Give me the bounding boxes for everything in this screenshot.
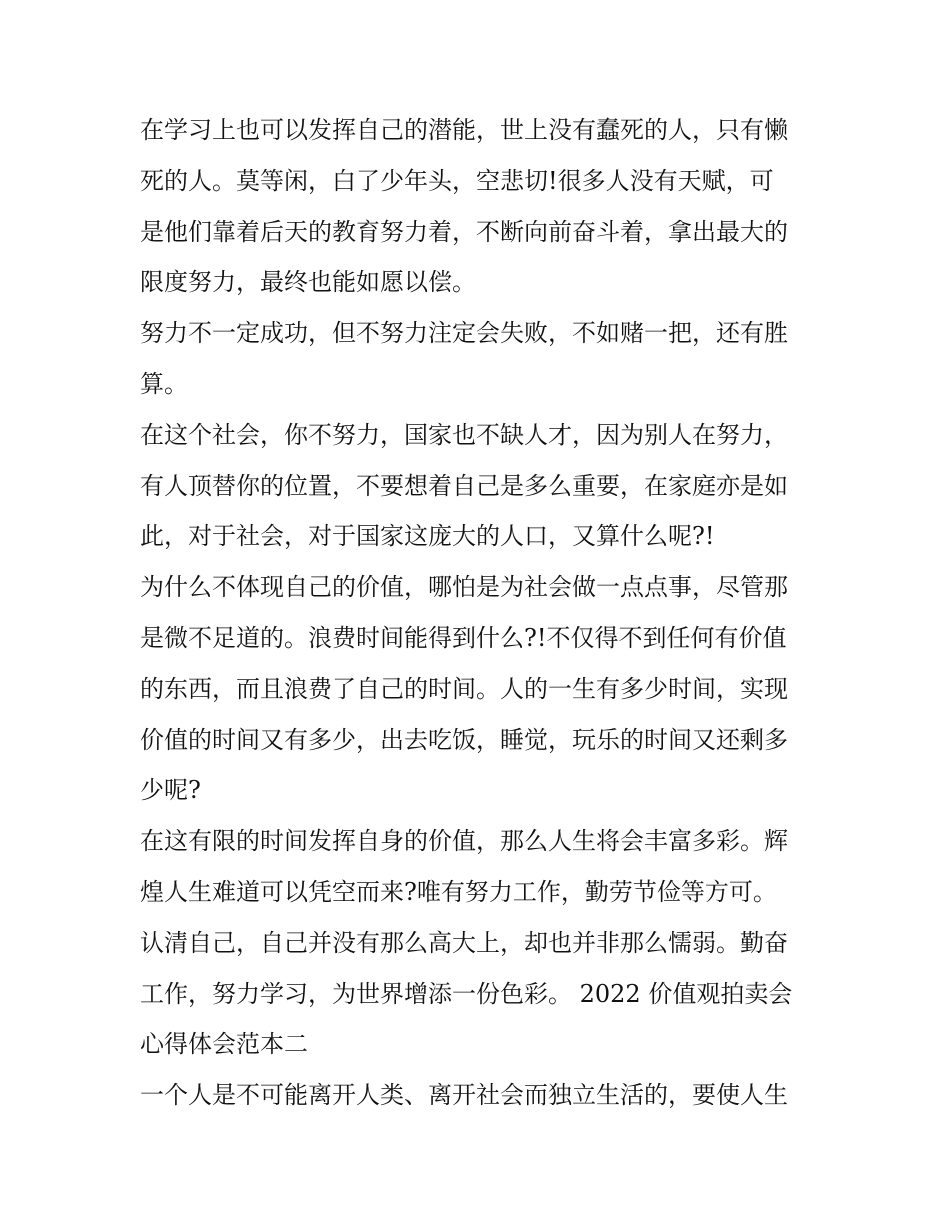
- text-line: 此，对于社会，对于国家这庞大的人口，又算什么呢?!: [140, 522, 715, 551]
- text-line: 为什么不体现自己的价值，哪怕是为社会做一点点事，尽管那: [140, 573, 788, 602]
- text-line: 在学习上也可以发挥自己的潜能，世上没有蠢死的人，只有懒: [140, 116, 788, 144]
- text-line: 努力不一定成功，但不努力注定会失败，不如赌一把，还有胜: [140, 319, 788, 348]
- text-line: 少呢?: [140, 776, 201, 805]
- text-line: 的东西，而且浪费了自己的时间。人的一生有多少时间，实现: [140, 674, 788, 703]
- text-line: 限度努力，最终也能如愿以偿。: [140, 268, 476, 297]
- text-line: 认清自己，自己并没有那么高大上，却也并非那么懦弱。勤奋: [140, 928, 788, 957]
- text-line: 在这有限的时间发挥自身的价值，那么人生将会丰富多彩。辉: [140, 827, 788, 856]
- text-line: 在这个社会，你不努力，国家也不缺人才，因为别人在努力，: [140, 420, 788, 449]
- text-line: 一个人是不可能离开人类、离开社会而独立生活的，要使人生: [140, 1081, 788, 1110]
- document-body: [140, 105, 820, 1121]
- text-line: 工作，努力学习，为世界增添一份色彩。 2022 价值观拍卖会: [140, 979, 793, 1008]
- text-line: 死的人。莫等闲，白了少年头，空悲切!很多人没有天赋，可: [140, 166, 774, 195]
- text-line: 算。: [140, 369, 188, 398]
- text-line: 是微不足道的。浪费时间能得到什么?!不仅得不到任何有价值: [140, 623, 787, 652]
- text-line: 价值的时间又有多少，出去吃饭，睡觉，玩乐的时间又还剩多: [140, 725, 788, 754]
- text-line: 有人顶替你的位置，不要想着自己是多么重要，在家庭亦是如: [140, 471, 788, 500]
- text-line: 煌人生难道可以凭空而来?唯有努力工作，勤劳节俭等方可。: [140, 877, 777, 906]
- section-heading-line: 心得体会范本二: [140, 1030, 308, 1059]
- text-line: 是他们靠着后天的教育努力着，不断向前奋斗着，拿出最大的: [140, 217, 788, 246]
